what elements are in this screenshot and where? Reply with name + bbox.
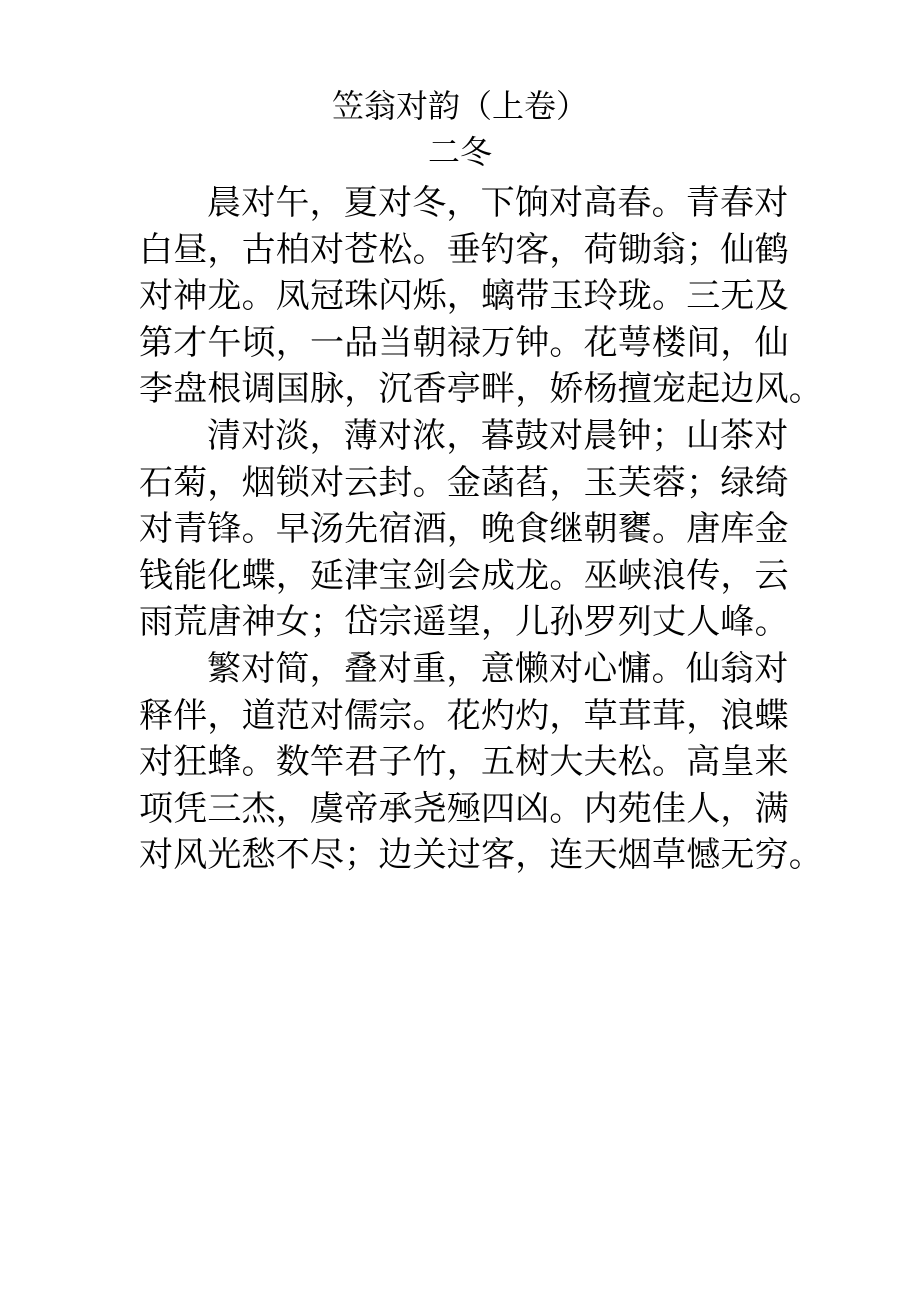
paragraph	[139, 413, 819, 646]
text-line: 释伴，道范对儒宗。花灼灼，草茸茸，浪蝶	[139, 695, 789, 736]
text-line: 对狂蜂。数竿君子竹，五树大夫松。高皇来	[139, 742, 789, 783]
text-line: 李盘根调国脉，沉香亭畔，娇杨擅宠起边风。	[139, 369, 823, 410]
text-line: 清对淡，薄对浓，暮鼓对晨钟；山茶对	[207, 415, 789, 456]
text-line: 对神龙。凤冠珠闪烁，螭带玉玲珑。三无及	[139, 276, 789, 317]
text-line: 对风光愁不尽；边关过客，连天烟草憾无穷。	[139, 835, 823, 876]
document-title: 笠翁对韵（上卷）	[331, 87, 588, 125]
text-line: 对青锋。早汤先宿酒，晚食继朝饔。唐库金	[139, 509, 789, 550]
text-line: 雨荒唐神女；岱宗遥望，儿孙罗列丈人峰。	[139, 602, 789, 643]
section-heading: 二冬	[427, 133, 492, 171]
text-line: 繁对简，叠对重，意懒对心慵。仙翁对	[207, 648, 789, 689]
text-line: 晨对午，夏对冬，下饷对高春。青春对	[207, 183, 789, 223]
text-line: 石菊，烟锁对云封。金菡萏，玉芙蓉；绿绮	[139, 462, 789, 503]
text-line: 白昼，古柏对苍松。垂钓客，荷锄翁；仙鹤	[139, 229, 789, 270]
document-body	[139, 180, 823, 879]
text-line: 项凭三杰，虞帝承尧殛四凶。内苑佳人，满	[139, 788, 789, 829]
text-line: 第才午顷，一品当朝禄万钟。花萼楼间，仙	[139, 322, 789, 363]
paragraph	[139, 646, 823, 879]
paragraph	[139, 180, 823, 413]
text-line: 钱能化蝶，延津宝剑会成龙。巫峡浪传，云	[139, 555, 789, 596]
